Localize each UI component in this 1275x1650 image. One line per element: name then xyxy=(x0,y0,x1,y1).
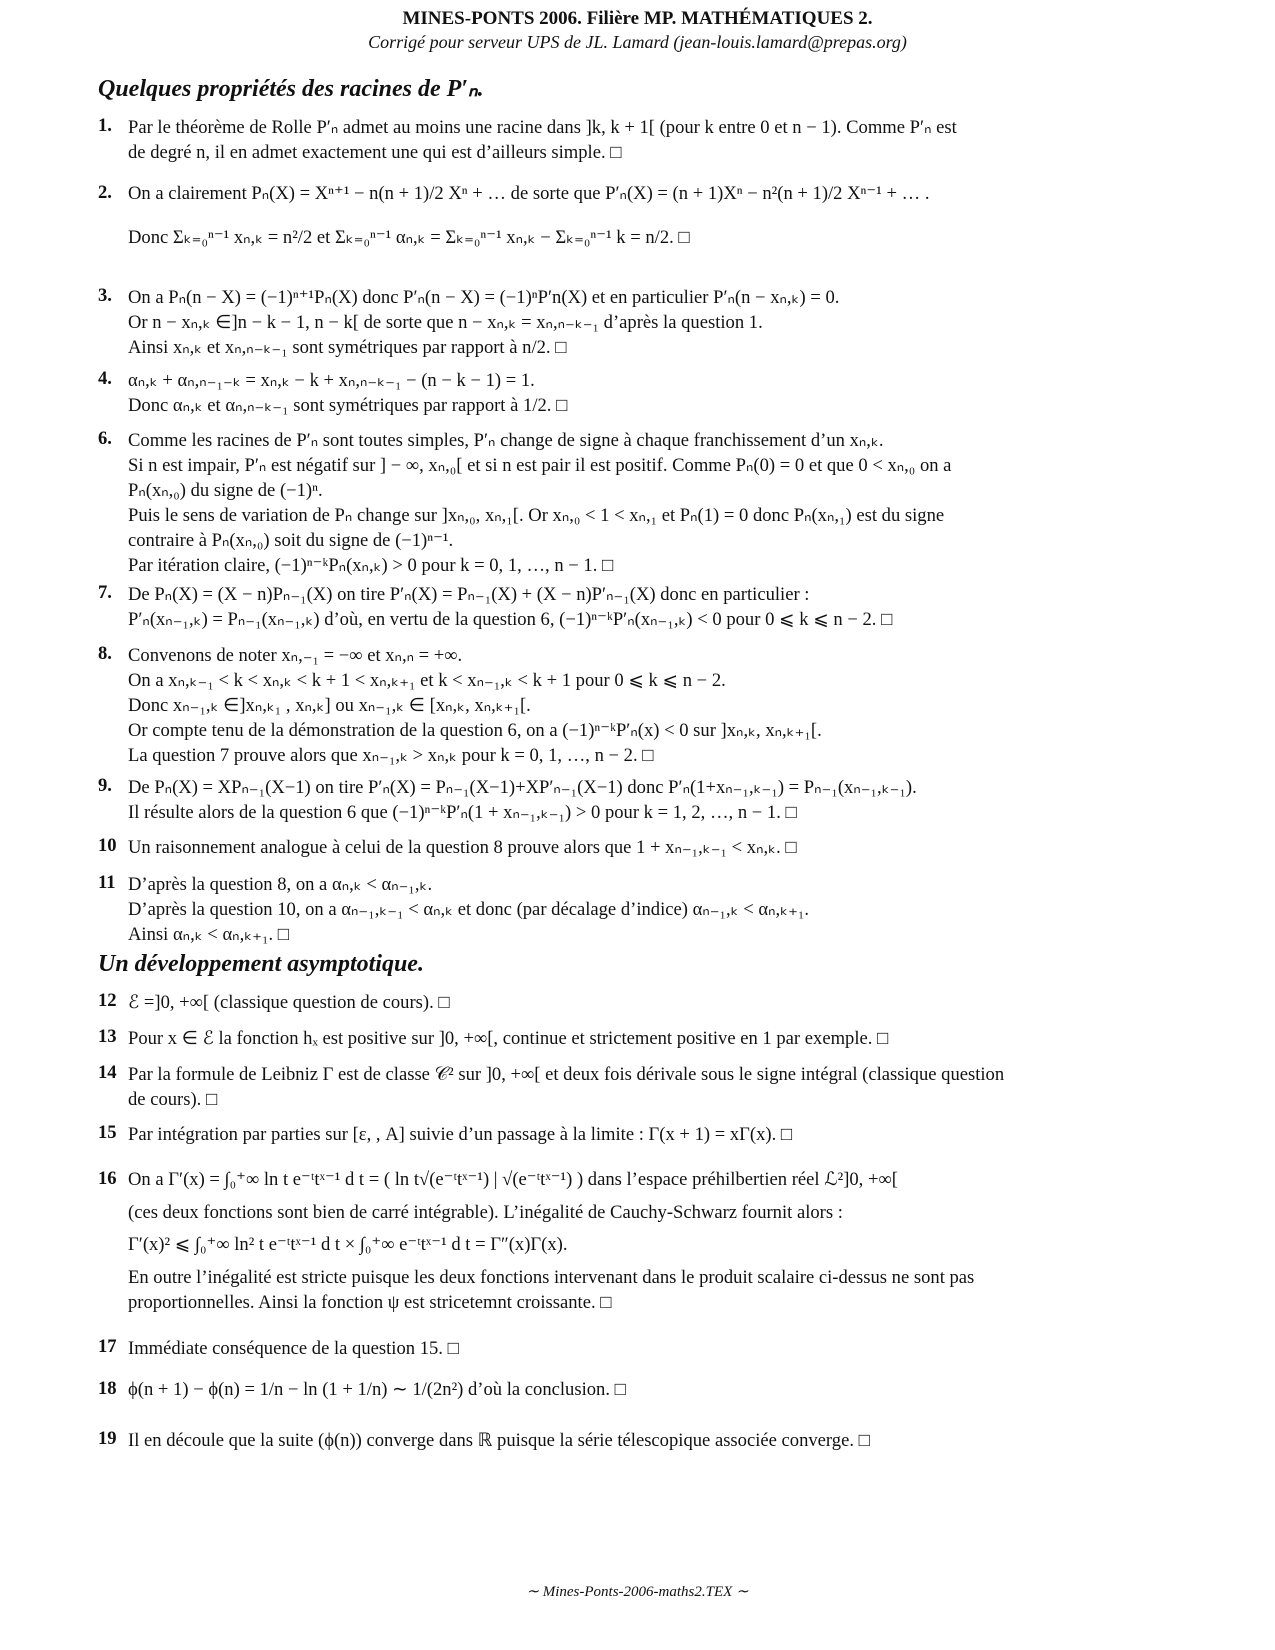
answer-line: Comme les racines de P′ₙ sont toutes simples, P′ₙ change de signe à chaque franchissement d’un xₙ,ₖ. xyxy=(128,430,884,451)
answer-line: (ces deux fonctions sont bien de carré intégrable). L’inégalité de Cauchy-Schwarz fournit alors : xyxy=(128,1202,843,1223)
answer-line: Donc xₙ₋₁,ₖ ∈]xₙ,ₖ₁ , xₙ,ₖ] ou xₙ₋₁,ₖ ∈ [xₙ,ₖ, xₙ,ₖ₊₁[. xyxy=(128,695,531,716)
answer-number: 8. xyxy=(98,643,112,664)
answer-line: Ainsi xₙ,ₖ et xₙ,ₙ₋ₖ₋₁ sont symétriques par rapport à n/2. □ xyxy=(128,337,567,358)
answer-line: proportionnelles. Ainsi la fonction ψ est stricetemnt croissante. □ xyxy=(128,1292,612,1313)
answer-number: 18 xyxy=(98,1378,117,1399)
answer-line: de degré n, il en admet exactement une qui est d’ailleurs simple. □ xyxy=(128,142,622,163)
answer-number: 17 xyxy=(98,1336,117,1357)
answer-item-1 xyxy=(98,115,1166,165)
answer-item-15 xyxy=(98,1122,1166,1147)
answer-line: De Pₙ(X) = XPₙ₋₁(X−1) on tire P′ₙ(X) = Pₙ₋₁(X−1)+XP′ₙ₋₁(X−1) donc P′ₙ(1+xₙ₋₁,ₖ₋₁) = Pₙ₋₁(xₙ₋₁,ₖ₋₁). xyxy=(128,777,917,798)
answer-item-16 xyxy=(98,1160,1166,1315)
answer-line: Or compte tenu de la démonstration de la question 6, on a (−1)ⁿ⁻ᵏP′ₙ(x) < 0 sur ]xₙ,ₖ, xₙ,ₖ₊₁[. xyxy=(128,720,822,741)
answer-number: 4. xyxy=(98,368,112,389)
answer-number: 13 xyxy=(98,1026,117,1047)
answer-item-17 xyxy=(98,1336,1166,1361)
answer-item-8 xyxy=(98,643,1166,768)
answer-line: P′ₙ(xₙ₋₁,ₖ) = Pₙ₋₁(xₙ₋₁,ₖ) d’où, en vertu de la question 6, (−1)ⁿ⁻ᵏP′ₙ(xₙ₋₁,ₖ) < 0 pour 0 ⩽ k ⩽ n − 2. □ xyxy=(128,609,893,630)
answer-line: ϕ(n + 1) − ϕ(n) = 1/n − ln (1 + 1/n) ∼ 1/(2n²) d’où la conclusion. □ xyxy=(128,1379,626,1400)
answer-line: de cours). □ xyxy=(128,1089,218,1110)
answer-line: On a clairement Pₙ(X) = Xⁿ⁺¹ − n(n + 1)/2 Xⁿ + … de sorte que P′ₙ(X) = (n + 1)Xⁿ − n²(n + 1)/2 Xⁿ⁻¹ + … . xyxy=(128,183,930,204)
answer-line: αₙ,ₖ + αₙ,ₙ₋₁₋ₖ = xₙ,ₖ − k + xₙ,ₙ₋ₖ₋₁ − (n − k − 1) = 1. xyxy=(128,370,535,391)
answer-line: On a Pₙ(n − X) = (−1)ⁿ⁺¹Pₙ(X) donc P′ₙ(n − X) = (−1)ⁿP′n(X) et en particulier P′ₙ(n − xₙ,ₖ) = 0. xyxy=(128,287,840,308)
answer-item-2 xyxy=(98,172,1166,260)
answer-line: Un raisonnement analogue à celui de la question 8 prouve alors que 1 + xₙ₋₁,ₖ₋₁ < xₙ,ₖ. □ xyxy=(128,837,797,858)
answer-line: contraire à Pₙ(xₙ,₀) soit du signe de (−1)ⁿ⁻¹. xyxy=(128,530,454,551)
answer-line: Par la formule de Leibniz Γ est de classe 𝒞² sur ]0, +∞[ et deux fois dérivale sous le signe intégral (classique question xyxy=(128,1064,1005,1085)
answer-item-14 xyxy=(98,1062,1166,1112)
answer-line: Donc αₙ,ₖ et αₙ,ₙ₋ₖ₋₁ sont symétriques par rapport à 1/2. □ xyxy=(128,395,568,416)
answer-line: Or n − xₙ,ₖ ∈]n − k − 1, n − k[ de sorte que n − xₙ,ₖ = xₙ,ₙ₋ₖ₋₁ d’après la question 1. xyxy=(128,312,763,333)
section-title-roots: Quelques propriétés des racines de P′ₙ. xyxy=(98,76,484,102)
answer-item-4 xyxy=(98,368,1166,418)
section-title-asymptotic: Un développement asymptotique. xyxy=(98,951,424,977)
answer-number: 6. xyxy=(98,428,112,449)
answer-item-11 xyxy=(98,872,1166,947)
answer-number: 15 xyxy=(98,1122,117,1143)
answer-line: Par intégration par parties sur [ε, , A] suivie d’un passage à la limite : Γ(x + 1) = xΓ(x). □ xyxy=(128,1124,793,1145)
answer-item-7 xyxy=(98,582,1166,632)
answer-line: La question 7 prouve alors que xₙ₋₁,ₖ > xₙ,ₖ pour k = 0, 1, …, n − 2. □ xyxy=(128,745,654,766)
answer-line: D’après la question 8, on a αₙ,ₖ < αₙ₋₁,ₖ. xyxy=(128,874,433,895)
answer-item-9 xyxy=(98,775,1166,825)
answer-line: Pₙ(xₙ,₀) du signe de (−1)ⁿ. xyxy=(128,480,323,501)
answer-line: En outre l’inégalité est stricte puisque les deux fonctions intervenant dans le produit scalaire ci-dessus ne sont pas xyxy=(128,1267,975,1288)
answer-line: Convenons de noter xₙ,₋₁ = −∞ et xₙ,ₙ = +∞. xyxy=(128,645,463,666)
answer-number: 16 xyxy=(98,1168,117,1189)
answer-item-6 xyxy=(98,428,1166,578)
document-title: MINES-PONTS 2006. Filière MP. MATHÉMATIQUES 2. xyxy=(402,8,873,29)
answer-line: On a xₙ,ₖ₋₁ < k < xₙ,ₖ < k + 1 < xₙ,ₖ₊₁ et k < xₙ₋₁,ₖ < k + 1 pour 0 ⩽ k ⩽ n − 2. xyxy=(128,670,726,691)
answer-line: Puis le sens de variation de Pₙ change sur ]xₙ,₀, xₙ,₁[. Or xₙ,₀ < 1 < xₙ,₁ et Pₙ(1) = 0 donc Pₙ(xₙ,₁) est du signe xyxy=(128,505,945,526)
answer-number: 19 xyxy=(98,1428,117,1449)
page-footer: ∼ Mines-Ponts-2006-maths2.TEX ∼ xyxy=(526,1584,749,1600)
answer-number: 14 xyxy=(98,1062,117,1083)
answer-item-3 xyxy=(98,285,1166,360)
answer-item-13 xyxy=(98,1026,1166,1051)
answer-number: 2. xyxy=(98,182,112,203)
answer-line: De Pₙ(X) = (X − n)Pₙ₋₁(X) on tire P′ₙ(X) = Pₙ₋₁(X) + (X − n)P′ₙ₋₁(X) donc en particulier : xyxy=(128,584,810,605)
answer-line: Si n est impair, P′ₙ est négatif sur ] − ∞, xₙ,₀[ et si n est pair il est positif. Comme Pₙ(0) = 0 et que 0 < xₙ,₀ on a xyxy=(128,455,952,476)
answer-number: 9. xyxy=(98,775,112,796)
document-subtitle: Corrigé pour serveur UPS de JL. Lamard (jean-louis.lamard@prepas.org) xyxy=(368,32,907,52)
answer-line: Il en découle que la suite (ϕ(n)) converge dans ℝ puisque la série télescopique associée converge. □ xyxy=(128,1430,870,1451)
answer-line: Par le théorème de Rolle P′ₙ admet au moins une racine dans ]k, k + 1[ (pour k entre 0 et n − 1). Comme P′ₙ est xyxy=(128,117,957,138)
answer-line: Γ′(x)² ⩽ ∫₀⁺∞ ln² t e⁻ᵗtˣ⁻¹ d t × ∫₀⁺∞ e⁻ᵗtˣ⁻¹ d t = Γ″(x)Γ(x). xyxy=(128,1234,568,1255)
answer-line: Pour x ∈ ℰ la fonction hₓ est positive sur ]0, +∞[, continue et strictement positive en 1 par exemple. □ xyxy=(128,1028,889,1049)
answer-item-10 xyxy=(98,835,1166,860)
answer-line: Il résulte alors de la question 6 que (−1)ⁿ⁻ᵏP′ₙ(1 + xₙ₋₁,ₖ₋₁) > 0 pour k = 1, 2, …, n − 1. □ xyxy=(128,802,797,823)
answer-line: Donc Σₖ₌₀ⁿ⁻¹ xₙ,ₖ = n²/2 et Σₖ₌₀ⁿ⁻¹ αₙ,ₖ = Σₖ₌₀ⁿ⁻¹ xₙ,ₖ − Σₖ₌₀ⁿ⁻¹ k = n/2. □ xyxy=(128,227,690,248)
answer-item-18 xyxy=(98,1370,1166,1410)
answer-number: 3. xyxy=(98,285,112,306)
answer-item-19 xyxy=(98,1428,1166,1453)
document-header xyxy=(0,7,1275,54)
answer-line: ℰ =]0, +∞[ (classique question de cours). □ xyxy=(128,992,450,1013)
answer-line: Par itération claire, (−1)ⁿ⁻ᵏPₙ(xₙ,ₖ) > 0 pour k = 0, 1, …, n − 1. □ xyxy=(128,555,614,576)
answer-line: D’après la question 10, on a αₙ₋₁,ₖ₋₁ < αₙ,ₖ et donc (par décalage d’indice) αₙ₋₁,ₖ < αₙ,ₖ₊₁. xyxy=(128,899,810,920)
answer-item-12 xyxy=(98,990,1166,1015)
answer-number: 10 xyxy=(98,835,117,856)
answer-number: 12 xyxy=(98,990,117,1011)
answer-number: 11 xyxy=(98,872,116,893)
answer-number: 7. xyxy=(98,582,112,603)
answer-line: On a Γ′(x) = ∫₀⁺∞ ln t e⁻ᵗtˣ⁻¹ d t = ( ln t√(e⁻ᵗtˣ⁻¹) | √(e⁻ᵗtˣ⁻¹) ) dans l’espace préhilbertien réel ℒ²]0, +∞[ xyxy=(128,1169,898,1190)
answer-line: Ainsi αₙ,ₖ < αₙ,ₖ₊₁. □ xyxy=(128,924,289,945)
answer-number: 1. xyxy=(98,115,112,136)
answer-line: Immédiate conséquence de la question 15. □ xyxy=(128,1338,459,1359)
